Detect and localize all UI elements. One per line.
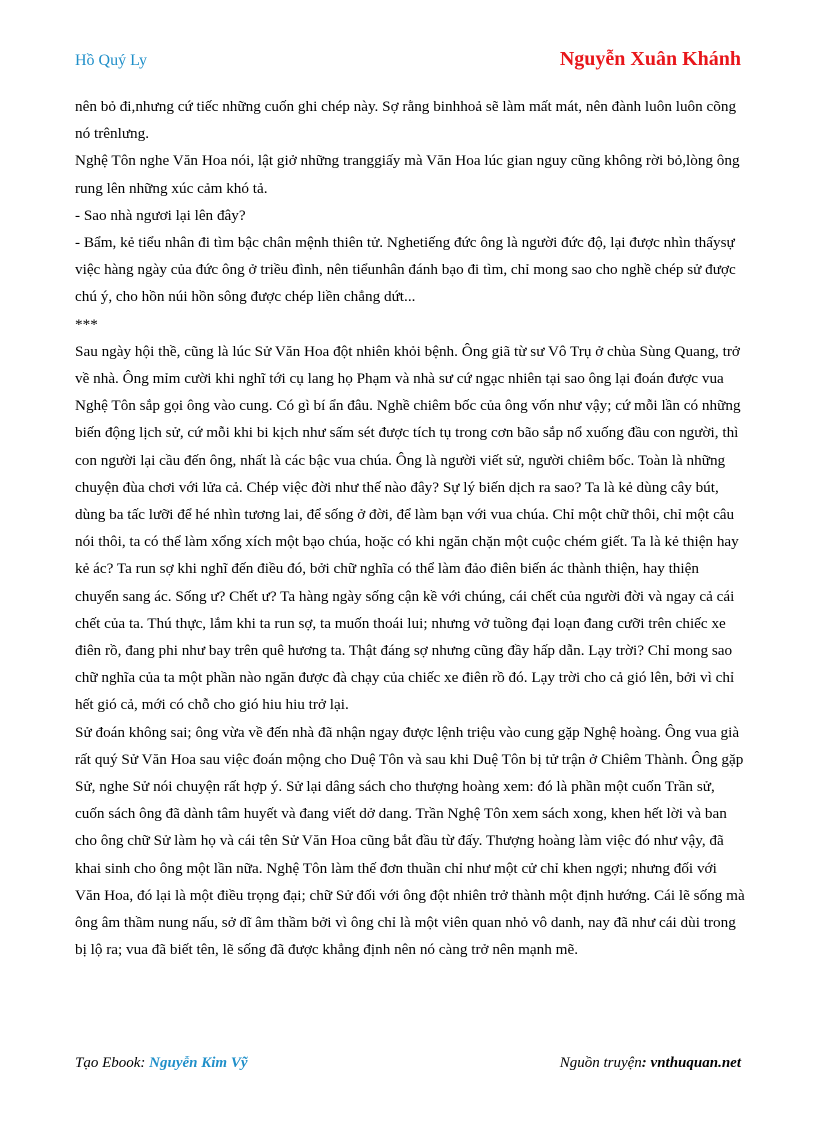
ebook-credit bbox=[75, 1055, 248, 1072]
section-separator: *** bbox=[75, 315, 98, 333]
paragraph: Sử đoán không sai; ông vừa về đến nhà đã nhận ngay được lệnh triệu vào cung gặp Nghệ hoàng. Ông vua già rất quý Sử Văn Hoa sau việc đoán mộng cho Duệ Tôn và sau khi Duệ Tôn bị tử trận ở Chiêm Thành. Ông gặp Sử, nghe Sử nói chuyện rất hợp ý. Sử lại dâng sách cho thượng hoàng xem: đó là phần một cuốn Trần sử, cuốn sách ông đã dành tâm huyết và đang viết dở dang. Trần Nghệ Tôn xem sách xong, khen hết lời và ban cho ông chữ Sử làm họ và cái tên Sử Văn Hoa cũng bắt đầu từ đấy. Thượng hoàng làm việc đó như vậy, đã khai sinh cho ông một lần nữa. Nghệ Tôn làm thế đơn thuần chỉ như một cử chỉ khen ngợi; nhưng đối với Văn Hoa, đó lại là một điều trọng đại; chữ Sử đối với ông đột nhiên trở thành một định hướng. Cái lẽ sống mà ông âm thầm nung nấu, sở dĩ âm thầm bởi vì ông chỉ là một viên quan nhỏ vô danh, nay đã như cái dùi trong bị lộ ra; vua đã biết tên, lẽ sống đã được khẳng định nên nó càng trở nên mạnh mẽ. bbox=[75, 723, 745, 959]
dialogue-line: - Sao nhà ngươi lại lên đây? bbox=[75, 206, 246, 224]
author-name: Nguyễn Xuân Khánh bbox=[559, 48, 741, 70]
page-body bbox=[75, 93, 745, 964]
ebook-separator: : bbox=[140, 1055, 150, 1071]
ebook-label: Tạo Ebook bbox=[75, 1055, 141, 1071]
page-header bbox=[75, 48, 741, 74]
source-label: Nguồn truyện bbox=[559, 1055, 642, 1071]
page-footer bbox=[75, 1055, 741, 1077]
ebook-author: Nguyễn Kim Vỹ bbox=[149, 1055, 248, 1071]
paragraph: Nghệ Tôn nghe Văn Hoa nói, lật giở những tranggiấy mà Văn Hoa lúc gian nguy cũng không rời bỏ,lòng ông rung lên những xúc cảm khó tả. bbox=[75, 152, 740, 197]
book-title: Hồ Quý Ly bbox=[75, 52, 147, 69]
dialogue-line: - Bẩm, kẻ tiểu nhân đi tìm bậc chân mệnh thiên tử. Nghetiếng đức ông là người đức độ, lại được nhìn thấysự việc hàng ngày của đức ông ở triều đình, nên tiểunhân đánh bạo đi tìm, chỉ mong sao cho nghề chép sử được chú ý, cho hồn núi hồn sông được chép liền chẳng dứt... bbox=[75, 234, 736, 306]
paragraph: nên bỏ đi,nhưng cứ tiếc những cuốn ghi chép này. Sợ rằng binhhoả sẽ làm mất mát, nên đành luôn luôn cõng nó trênlưng. bbox=[75, 98, 737, 143]
paragraph: Sau ngày hội thề, cũng là lúc Sử Văn Hoa đột nhiên khỏi bệnh. Ông giã từ sư Vô Trụ ở chùa Sùng Quang, trở về nhà. Ông mỉm cười khi nghĩ tới cụ lang họ Phạm và nhà sư cứ ngạc nhiên tại sao ông lại đoán được vua Nghệ Tôn sắp gọi ông vào cung. Có gì bí ẩn đâu. Nghề chiêm bốc của ông vốn như vậy; cứ mỗi lần có những biến động lịch sử, cứ mỗi khi bi kịch như sấm sét được tích tụ trong cơn bão sắp nổ xuống đầu con người, thì con người lại cầu đến ông, nhất là các bậc vua chúa. Ông là người viết sử, người chiêm bốc. Toàn là những chuyện đùa chơi với lửa cả. Chép việc đời như thế nào đây? Sự lý biến dịch ra sao? Ta là kẻ dùng cây bút, dùng ba tấc lưỡi để hé nhìn tương lai, để sống ở đời, để làm bạn với vua chúa. Chỉ một chữ thôi, chỉ một câu nói thôi, ta có thể làm xổng xích một bạo chúa, hoặc có khi ngăn chặn một cuộc chém giết. Ta là kẻ thiện hay kẻ ác? Ta run sợ khi nghĩ đến điều đó, bởi chữ nghĩa có thể làm đảo điên biến ác thành thiện, hay thiện chuyển sang ác. Sống ư? Chết ư? Ta hàng ngày sống cận kề với chúng, cái chết của người đời và ngay cả cái chết của ta. Thú thực, lắm khi ta run sợ, ta muốn thoái lui; nhưng vở tuồng đại loạn đang cưỡi trên chiếc xe điên rồ, đang phi như bay trên quê hương ta. Thật đáng sợ nhưng cũng đầy hấp dẫn. Lạy trời? Chỉ mong sao chữ nghĩa của ta một phần nào ngăn được đà chạy của chiếc xe điên rồ đó. Lạy trời cho cả gió lên, bởi vì chỉ hết gió cả, mới có chỗ cho gió hiu hiu trở lại. bbox=[75, 342, 741, 714]
source-credit bbox=[560, 1055, 741, 1072]
source-separator: : bbox=[641, 1055, 651, 1071]
source-site: vnthuquan.net bbox=[650, 1055, 741, 1071]
